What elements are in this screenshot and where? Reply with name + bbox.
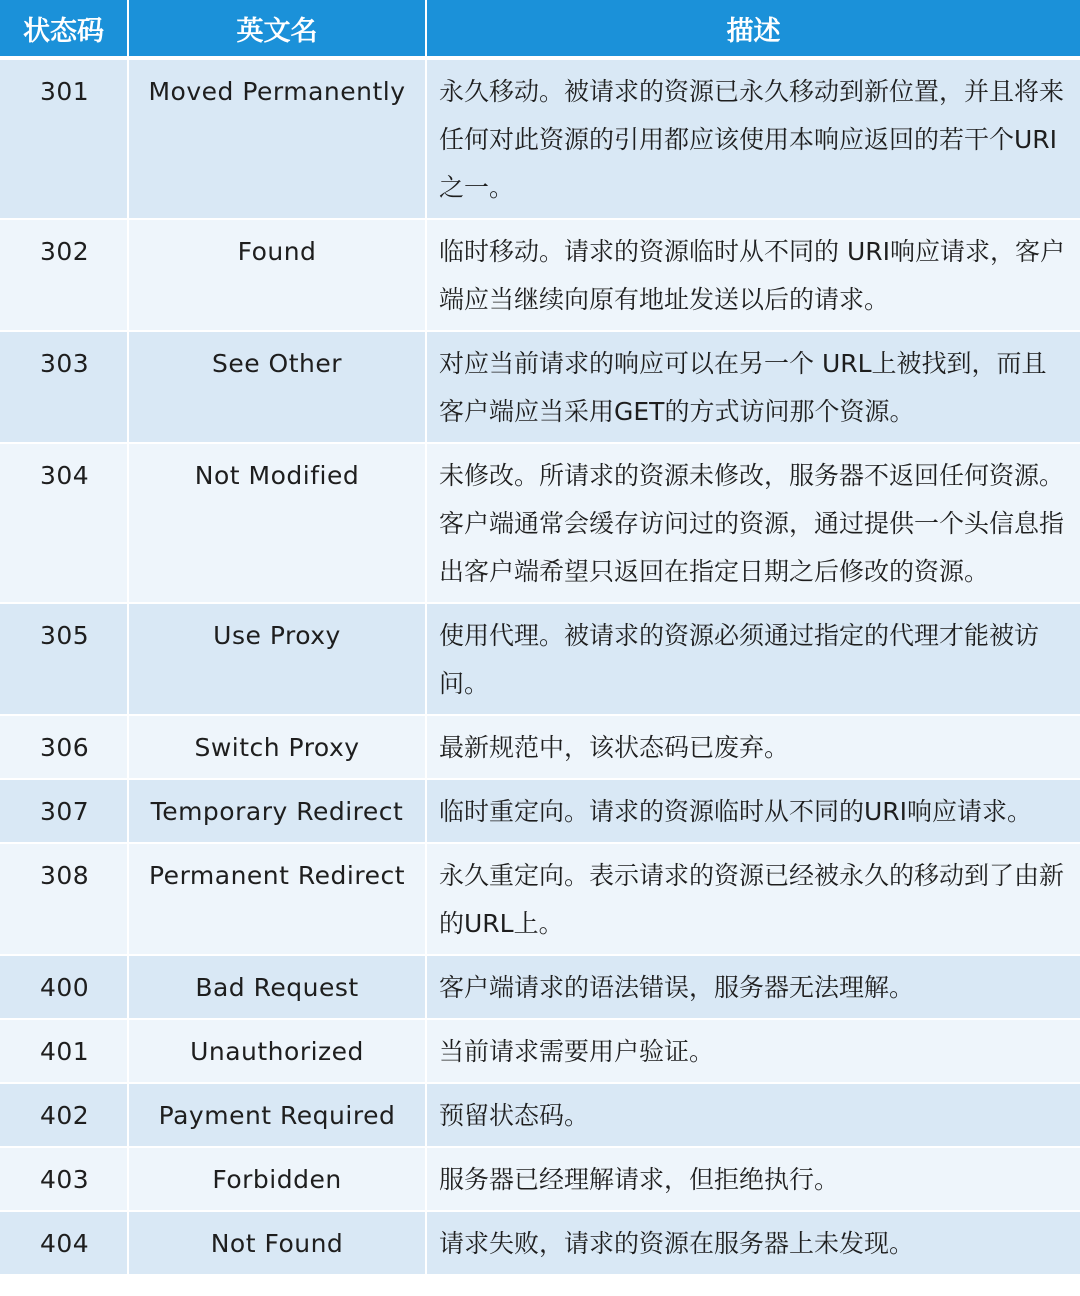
status-name: Moved Permanently: [128, 58, 426, 219]
status-description: 使用代理。被请求的资源必须通过指定的代理才能被访问。: [426, 603, 1080, 715]
table-row: [0, 843, 1080, 955]
table-row: [0, 1211, 1080, 1275]
table-row: [0, 955, 1080, 1019]
status-name: Found: [128, 219, 426, 331]
status-description: 永久移动。被请求的资源已永久移动到新位置，并且将来任何对此资源的引用都应该使用本响应返回的若干个URI之一。: [426, 58, 1080, 219]
status-code: 305: [0, 603, 128, 715]
status-code: 404: [0, 1211, 128, 1275]
status-name: Payment Required: [128, 1083, 426, 1147]
table-row: [0, 779, 1080, 843]
header-description: 描述: [426, 0, 1080, 58]
status-description: 对应当前请求的响应可以在另一个 URL上被找到，而且客户端应当采用GET的方式访问那个资源。: [426, 331, 1080, 443]
status-name: Not Modified: [128, 443, 426, 603]
status-name: Not Found: [128, 1211, 426, 1275]
table-row: [0, 1147, 1080, 1211]
table-header-row: [0, 0, 1080, 58]
table-row: [0, 1083, 1080, 1147]
table-row: [0, 443, 1080, 603]
status-name: Temporary Redirect: [128, 779, 426, 843]
status-code: 403: [0, 1147, 128, 1211]
status-code: 303: [0, 331, 128, 443]
status-name: See Other: [128, 331, 426, 443]
table-row: [0, 603, 1080, 715]
status-description: 当前请求需要用户验证。: [426, 1019, 1080, 1083]
status-description: 预留状态码。: [426, 1083, 1080, 1147]
status-code: 307: [0, 779, 128, 843]
status-code: 306: [0, 715, 128, 779]
status-description: 最新规范中，该状态码已废弃。: [426, 715, 1080, 779]
header-name: 英文名: [128, 0, 426, 58]
status-name: Permanent Redirect: [128, 843, 426, 955]
status-description: 客户端请求的语法错误，服务器无法理解。: [426, 955, 1080, 1019]
status-code: 402: [0, 1083, 128, 1147]
status-code: 301: [0, 58, 128, 219]
status-code: 308: [0, 843, 128, 955]
status-name: Switch Proxy: [128, 715, 426, 779]
table-row: [0, 1019, 1080, 1083]
status-code: 401: [0, 1019, 128, 1083]
status-code: 302: [0, 219, 128, 331]
status-code: 400: [0, 955, 128, 1019]
table-row: [0, 331, 1080, 443]
status-description: 请求失败，请求的资源在服务器上未发现。: [426, 1211, 1080, 1275]
status-code: 304: [0, 443, 128, 603]
status-name: Unauthorized: [128, 1019, 426, 1083]
table-row: [0, 715, 1080, 779]
status-name: Forbidden: [128, 1147, 426, 1211]
status-description: 临时移动。请求的资源临时从不同的 URI响应请求，客户端应当继续向原有地址发送以后的请求。: [426, 219, 1080, 331]
status-name: Use Proxy: [128, 603, 426, 715]
status-description: 永久重定向。表示请求的资源已经被永久的移动到了由新的URL上。: [426, 843, 1080, 955]
status-description: 未修改。所请求的资源未修改，服务器不返回任何资源。客户端通常会缓存访问过的资源，通过提供一个头信息指出客户端希望只返回在指定日期之后修改的资源。: [426, 443, 1080, 603]
header-code: 状态码: [0, 0, 128, 58]
status-description: 服务器已经理解请求，但拒绝执行。: [426, 1147, 1080, 1211]
table-row: [0, 219, 1080, 331]
status-name: Bad Request: [128, 955, 426, 1019]
status-description: 临时重定向。请求的资源临时从不同的URI响应请求。: [426, 779, 1080, 843]
table-row: [0, 58, 1080, 219]
